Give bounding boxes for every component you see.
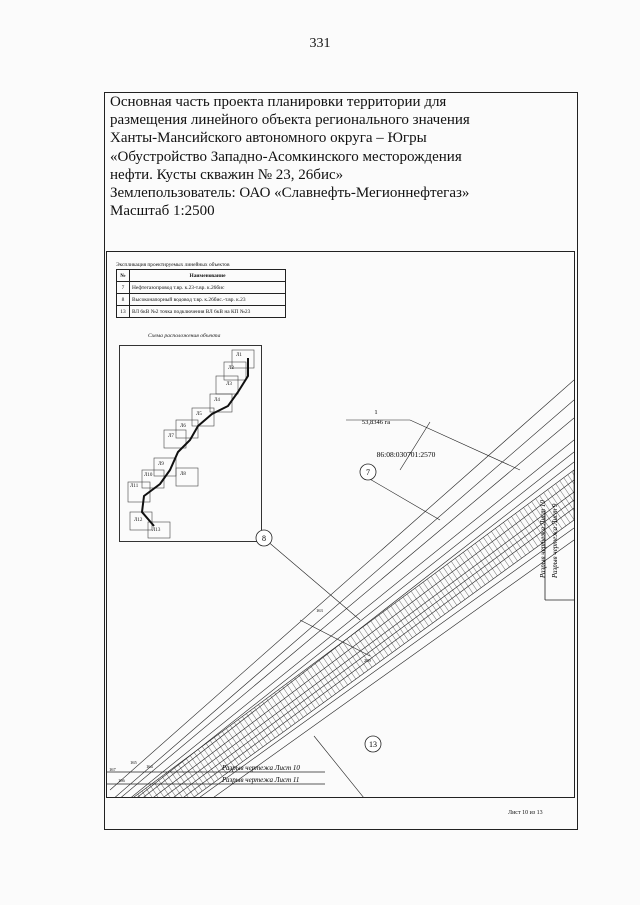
parcel-area: 53,8346 га (361, 419, 391, 426)
sheet-label: Л12 (134, 518, 143, 523)
legend-cell-num: 8 (117, 294, 130, 306)
break-label-sheet-10-h: Разрыв чертежа Лист 10 (222, 764, 300, 772)
sheet-label: Л9 (158, 462, 164, 467)
point-label: 166 (118, 778, 125, 783)
sheet-label: Л10 (144, 473, 153, 478)
sheet-label: Л6 (180, 424, 186, 429)
callout-7: 7 (366, 468, 370, 477)
callout-8: 8 (262, 534, 266, 543)
legend-header-num: № (117, 270, 130, 282)
legend-cell-name: Высоконапорный водовод т.вр. к.26бис.-т.вр. к.23 (130, 294, 286, 306)
break-label-sheet-9: Разрыв чертежа Лист 9 (551, 503, 559, 578)
title-line: Землепользователь: ОАО «Славнефть-Мегионнефтегаз» (110, 185, 470, 202)
title-line: нефти. Кусты скважин № 23, 26бис» (110, 166, 344, 183)
title-line: размещения линейного объекта регионального значения (110, 112, 470, 129)
legend-cell-num: 13 (117, 306, 130, 318)
break-label-sheet-10: Разрыв чертежа Лист 10 (539, 500, 547, 578)
legend-cell-num: 7 (117, 282, 130, 294)
point-label: 165 (130, 760, 137, 765)
page-number: 331 (309, 36, 331, 51)
point-label: 164 (146, 764, 153, 769)
sheet-label: Л11 (130, 484, 139, 489)
sheet-label: Л7 (168, 434, 174, 439)
legend-cell-name: ВЛ 6кВ №2 точка подключения ВЛ 6кВ на КП №23 (130, 306, 286, 318)
title-line: Ханты-Мансийского автономного округа – Югры (110, 130, 427, 147)
point-label: 163 (316, 608, 323, 613)
sheet-label: Л5 (196, 412, 202, 417)
legend-cell-name: Нефтегазопровод т.вр. к.23-т.вр. к.26бис (130, 282, 286, 294)
callout-13: 13 (369, 740, 377, 749)
sheet-label: Л4 (214, 398, 220, 403)
sheet-number: Лист 10 из 13 (508, 810, 543, 816)
sheet-label: Л3 (226, 382, 232, 387)
sheet-label: Л13 (152, 528, 161, 533)
parcel-number: 1 (374, 409, 378, 416)
legend-caption: Экспликация проектируемых линейных объектов (116, 262, 230, 268)
break-label-sheet-11-h: Разрыв чертежа Лист 11 (222, 776, 300, 784)
sheet-label: Л8 (180, 472, 186, 477)
cadastral-number: 86:08:030701:2570 (376, 450, 436, 459)
title-line: Масштаб 1:2500 (110, 203, 215, 220)
title-line: «Обустройство Западно-Асомкинского месторождения (110, 148, 462, 165)
sheet-label: Л2 (228, 366, 234, 371)
scheme-caption: Схема расположения объекта (148, 333, 221, 339)
legend-header-name: Наименование (130, 270, 286, 282)
point-label: 209 (364, 658, 371, 663)
point-label: 167 (109, 767, 116, 772)
title-line: Основная часть проекта планировки территории для (110, 94, 447, 110)
sheet-label: Л1 (236, 353, 242, 358)
